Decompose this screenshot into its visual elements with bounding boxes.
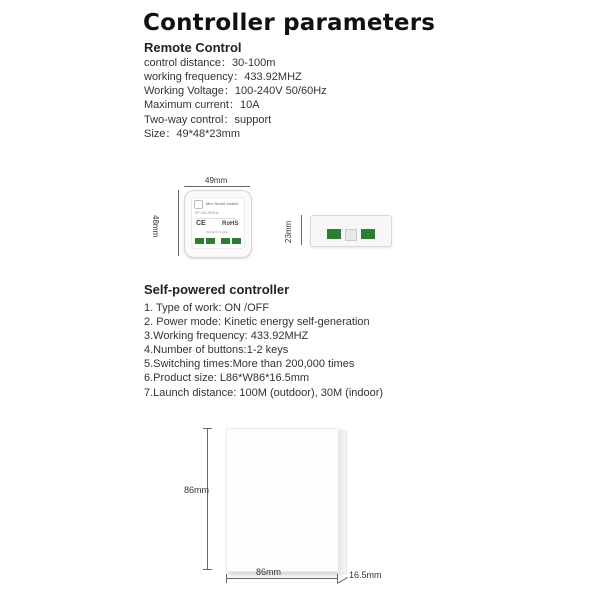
- terminal-block-right: [221, 238, 230, 244]
- switch-height-tick-top: [203, 428, 212, 429]
- switch-width-line: [226, 578, 338, 579]
- remote-device-side: [310, 215, 392, 247]
- remote-control-heading: Remote Control: [144, 40, 242, 55]
- made-in-text: MADE IN CHINA: [206, 230, 229, 234]
- spec-product-size: 6.Product size: L86*W86*16.5mm: [144, 372, 310, 384]
- switch-width-label: 86mm: [256, 567, 282, 577]
- spec-two-way-control: Two-way control：support: [144, 114, 272, 126]
- device-label: [191, 197, 245, 249]
- switch-depth-label: 16.5mm: [349, 570, 382, 580]
- switch-height-label: 86mm: [184, 485, 210, 495]
- width-dimension-line: [184, 186, 250, 187]
- self-powered-heading: Self-powered controller: [144, 282, 290, 297]
- rohs-mark: RoHS: [222, 221, 239, 227]
- spec-working-voltage: Working Voltage：100-240V 50/60Hz: [144, 85, 327, 97]
- side-terminal-mid: [345, 229, 357, 241]
- self-powered-switch-panel: [226, 428, 340, 572]
- terminal-block-left-2: [206, 238, 215, 244]
- switch-width-tick-left: [226, 574, 227, 583]
- remote-device-front: [184, 190, 252, 258]
- switch-depth-line: [337, 577, 348, 584]
- button-icon: [194, 200, 203, 209]
- depth-dimension-line: [301, 215, 302, 245]
- ce-mark: CE: [196, 220, 206, 227]
- depth-dimension-label: 23mm: [284, 220, 293, 243]
- side-terminal-left: [327, 229, 341, 239]
- spec-launch-distance: 7.Launch distance: 100M (outdoor), 30M (indoor): [144, 387, 384, 399]
- device-freq-text: RF 433.92MHz: [195, 211, 219, 215]
- spec-size: Size：49*48*23mm: [144, 128, 240, 140]
- height-dimension-label: 48mm: [151, 215, 160, 238]
- terminal-block-left: [195, 238, 204, 244]
- spec-power-mode: 2. Power mode: Kinetic energy self-generation: [144, 316, 370, 328]
- self-powered-switch-side: [338, 430, 347, 574]
- switch-height-line: [207, 428, 208, 570]
- spec-type-of-work: 1. Type of work: ON /OFF: [144, 302, 270, 314]
- width-dimension-label: 49mm: [205, 176, 228, 185]
- switch-height-tick-bottom: [203, 569, 212, 570]
- spec-maximum-current: Maximum current：10A: [144, 99, 260, 111]
- device-label-divider: [195, 218, 235, 219]
- spec-switching-times: 5.Switching times:More than 200,000 times: [144, 358, 355, 370]
- side-terminal-right: [361, 229, 375, 239]
- spec-number-of-buttons: 4.Number of buttons:1-2 keys: [144, 344, 289, 356]
- height-dimension-line: [178, 190, 179, 256]
- terminal-row: [195, 238, 241, 244]
- spec-frequency: 3.Working frequency: 433.92MHZ: [144, 330, 309, 342]
- spec-control-distance: control distance：30-100m: [144, 57, 276, 69]
- page-title: Controller parameters: [143, 10, 436, 36]
- spec-working-frequency: working frequency：433.92MHZ: [144, 71, 302, 83]
- device-name-text: Mini Smart Switch: [206, 201, 239, 206]
- terminal-block-right-2: [232, 238, 241, 244]
